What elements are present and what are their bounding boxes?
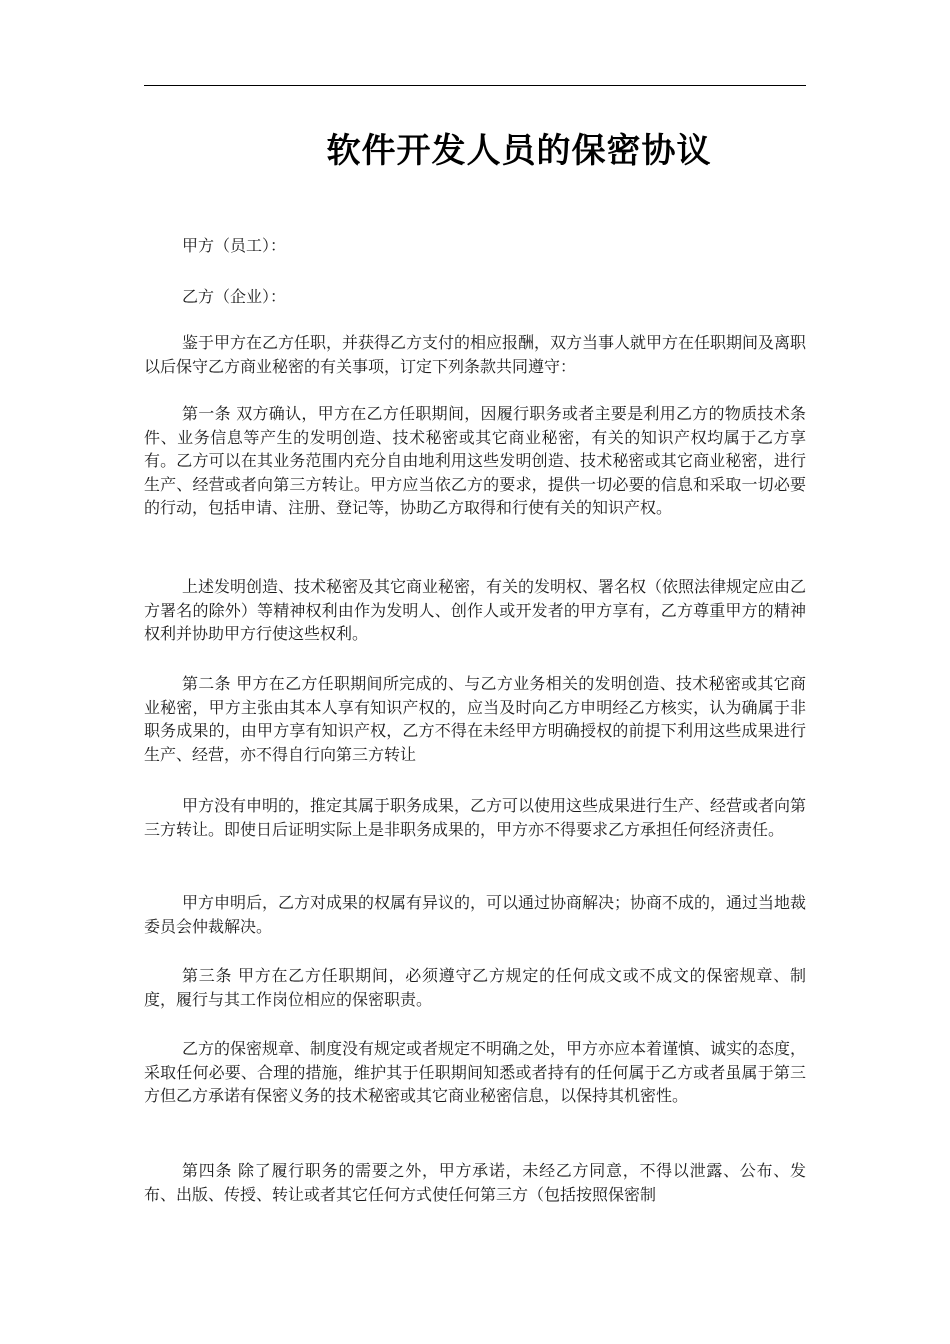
party-b-line: 乙方（企业）： xyxy=(182,287,287,306)
article-3-paragraph: 第三条 甲方在乙方任职期间，必须遵守乙方规定的任何成文或不成文的保密规章、制度，履行与其工作岗位相应的保密职责。 xyxy=(144,966,806,1009)
header-rule xyxy=(144,85,806,86)
article-2-paragraph: 第二条 甲方在乙方任职期间所完成的、与乙方业务相关的发明创造、技术秘密或其它商业秘密，甲方主张由其本人享有知识产权的，应当及时向乙方申明经乙方核实，认为确属于非职务成果的，由甲方享有知识产权，乙方不得在未经甲方明确授权的前提下利用这些成果进行生产、经营，亦不得自行向第三方转让 xyxy=(144,674,806,764)
article-1-moral-rights-paragraph: 上述发明创造、技术秘密及其它商业秘密，有关的发明权、署名权（依照法律规定应由乙方署名的除外）等精神权利由作为发明人、创作人或开发者的甲方享有，乙方尊重甲方的精神权利并协助甲方行使这些权利。 xyxy=(144,577,807,643)
document-title: 软件开发人员的保密协议 xyxy=(326,131,712,171)
party-a-line: 甲方（员工）： xyxy=(182,236,287,255)
article-3-diligence-paragraph: 乙方的保密规章、制度没有规定或者规定不明确之处，甲方亦应本着谨慎、诚实的态度，采取任何必要、合理的措施，维护其于任职期间知悉或者持有的任何属于乙方或者虽属于第三方但乙方承诺有保密义务的技术秘密或其它商业秘密信息，以保持其机密性。 xyxy=(144,1039,807,1105)
article-2-presumption-paragraph: 甲方没有申明的，推定其属于职务成果，乙方可以使用这些成果进行生产、经营或者向第三方转让。即使日后证明实际上是非职务成果的，甲方亦不得要求乙方承担任何经济责任。 xyxy=(144,796,807,839)
article-1-paragraph: 第一条 双方确认，甲方在乙方任职期间，因履行职务或者主要是利用乙方的物质技术条件、业务信息等产生的发明创造、技术秘密或其它商业秘密，有关的知识产权均属于乙方享有。乙方可以在其业务范围内充分自由地利用这些发明创造、技术秘密或其它商业秘密，进行生产、经营或者向第三方转让。甲方应当依乙方的要求，提供一切必要的信息和采取一切必要的行动，包括申请、注册、登记等，协助乙方取得和行使有关的知识产权。 xyxy=(144,404,806,517)
preamble-paragraph: 鉴于甲方在乙方任职，并获得乙方支付的相应报酬，双方当事人就甲方在任职期间及离职以后保守乙方商业秘密的有关事项，订定下列条款共同遵守： xyxy=(144,333,807,376)
article-4-paragraph: 第四条 除了履行职务的需要之外，甲方承诺，未经乙方同意，不得以泄露、公布、发布、出版、传授、转让或者其它任何方式使任何第三方（包括按照保密制 xyxy=(144,1161,806,1204)
article-2-dispute-paragraph: 甲方申明后，乙方对成果的权属有异议的，可以通过协商解决；协商不成的，通过当地裁委员会仲裁解决。 xyxy=(144,893,807,936)
